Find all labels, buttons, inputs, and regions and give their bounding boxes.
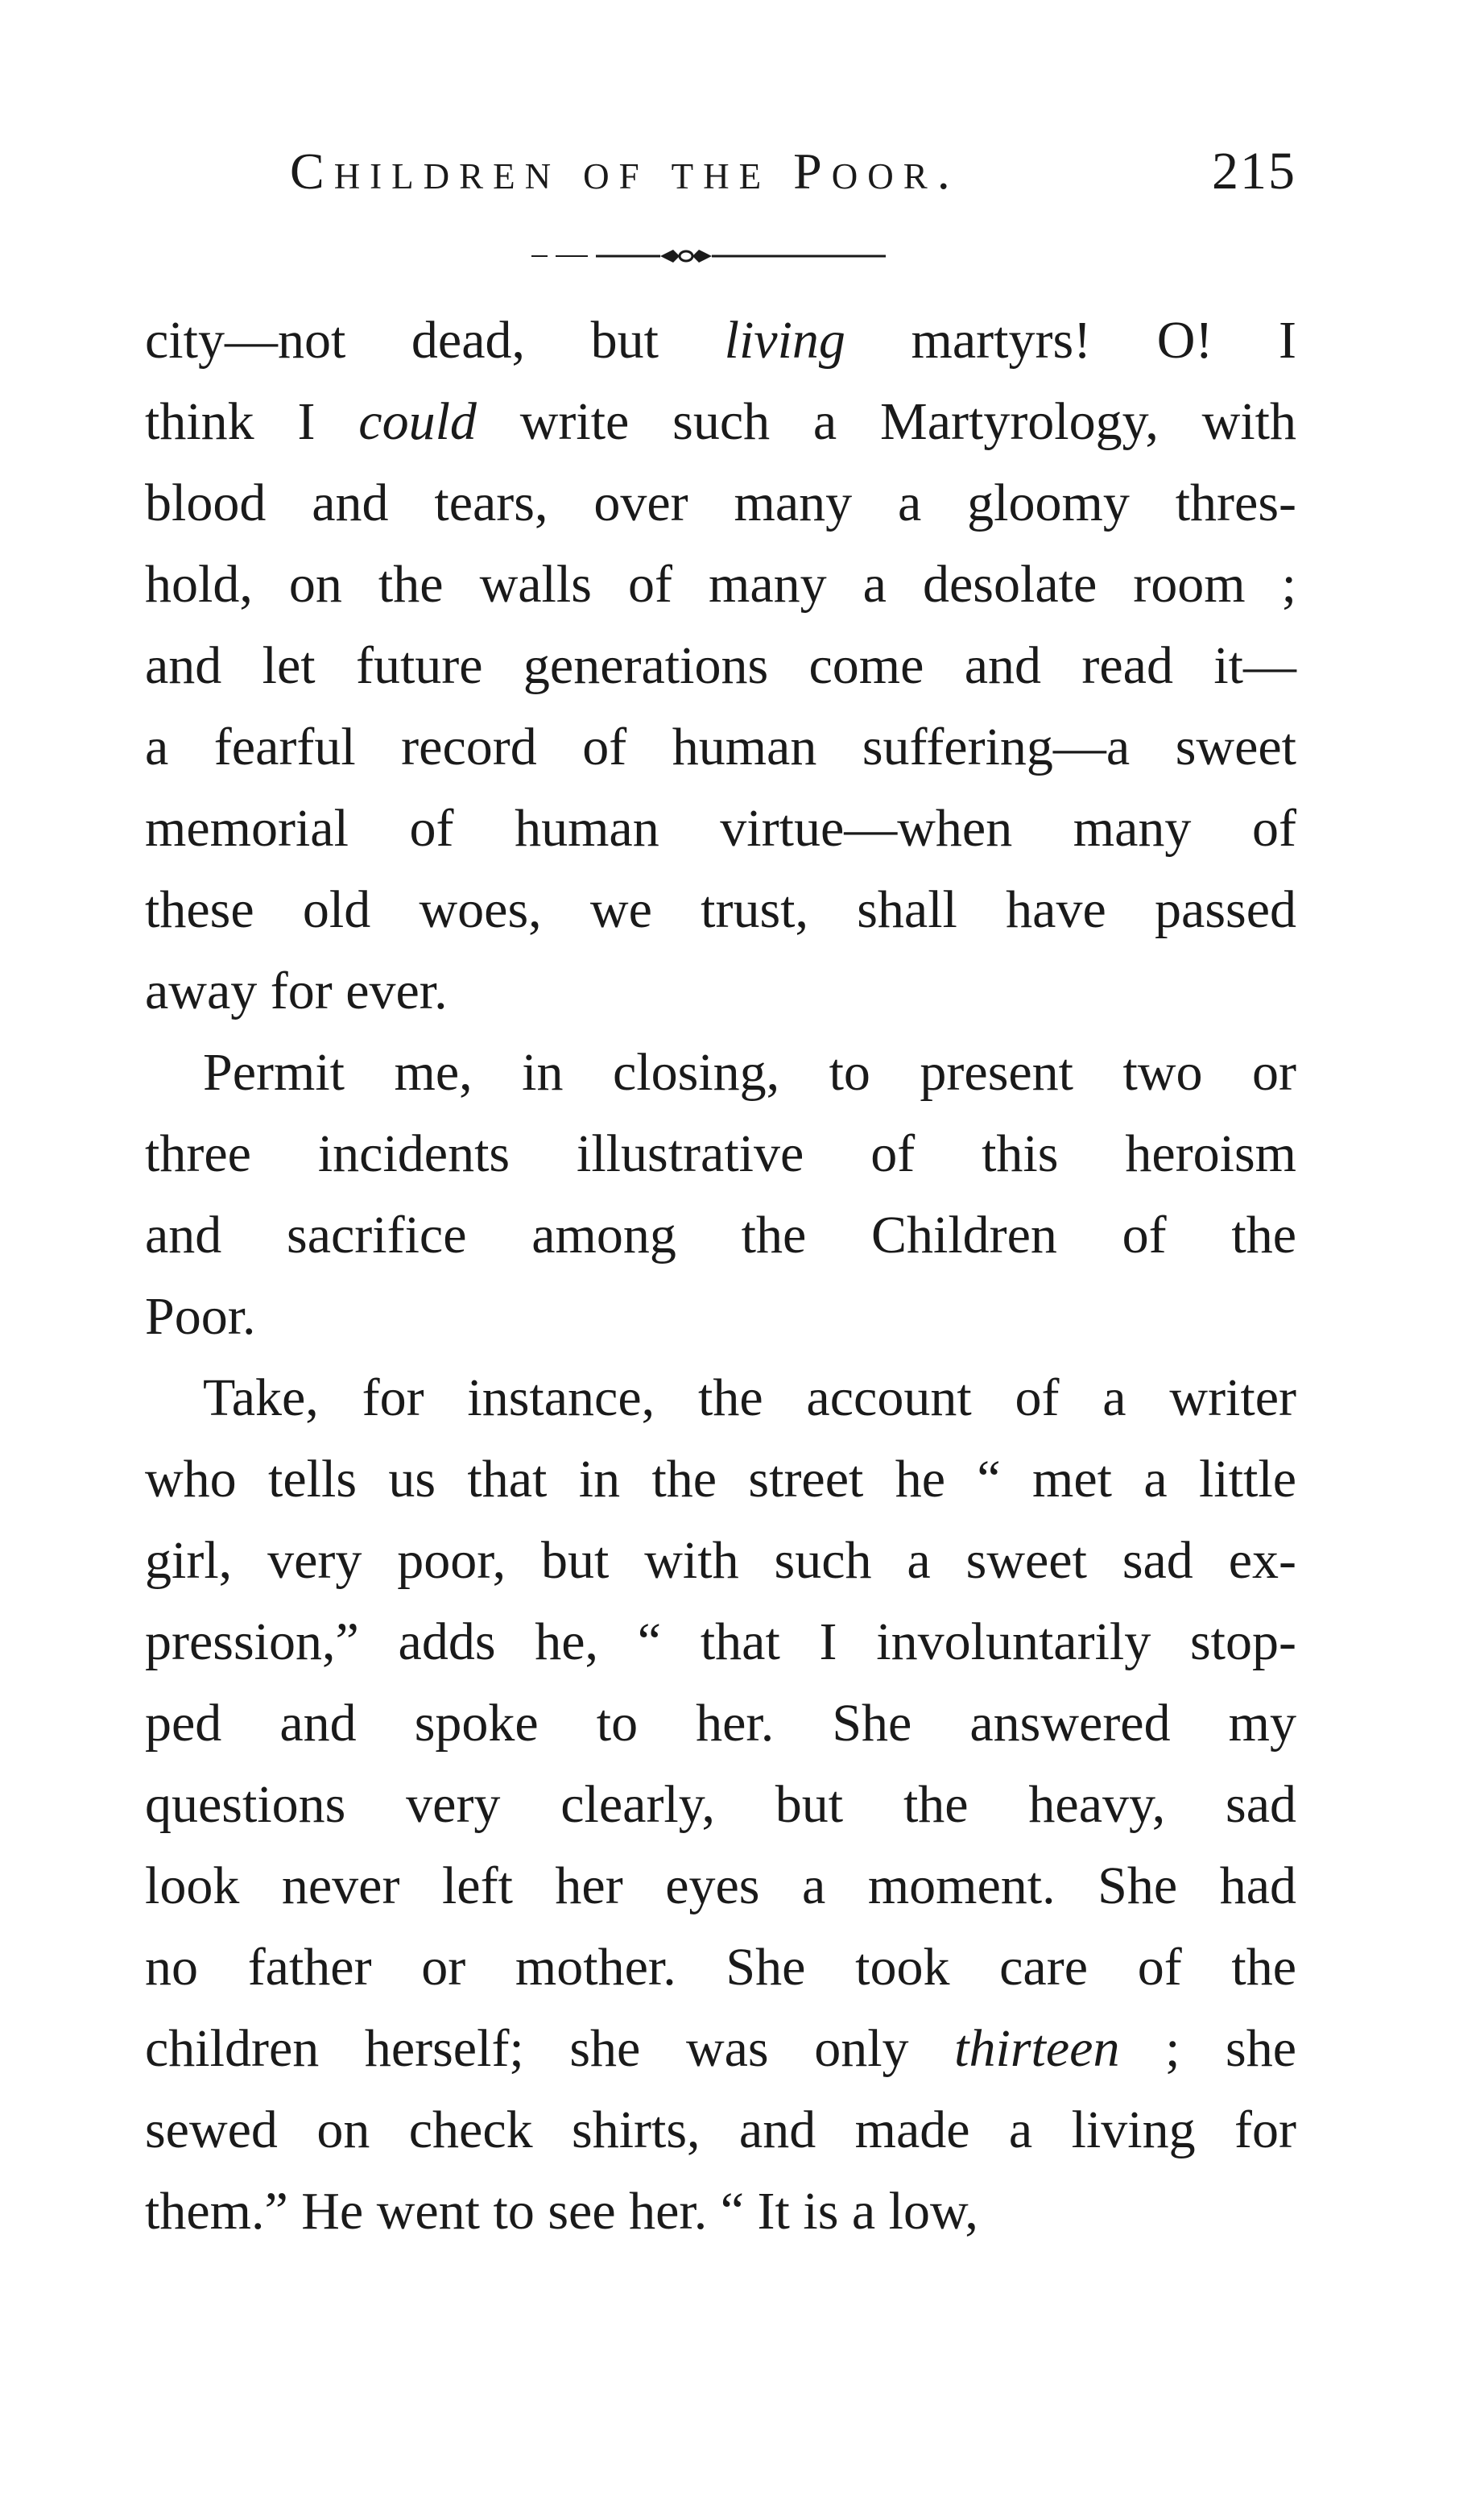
italic-emphasis: could xyxy=(358,392,477,451)
text-line xyxy=(145,462,1296,544)
text-run: sewed on check shirts, and made a living for xyxy=(145,2100,1296,2159)
text-run: away for ever. xyxy=(145,962,448,1020)
text-line xyxy=(145,1113,1296,1194)
text-line xyxy=(145,2008,1296,2089)
text-line xyxy=(145,1764,1296,1845)
text-run: memorial of human virtue—when many of xyxy=(145,799,1296,858)
text-line xyxy=(145,625,1296,706)
text-run: write such a Martyrology, with xyxy=(476,392,1297,451)
text-run: who tells us that in the street he “ met a little xyxy=(145,1450,1296,1509)
text-line xyxy=(145,1682,1296,1764)
text-run: Take, for instance, the account of a writer xyxy=(203,1368,1296,1427)
text-line xyxy=(145,1601,1296,1682)
text-run: hold, on the walls of many a desolate room ; xyxy=(145,555,1296,614)
text-line xyxy=(145,1845,1296,1927)
text-run: Permit me, in closing, to present two or xyxy=(203,1043,1296,1102)
text-run: martyrs! O! I xyxy=(845,311,1296,370)
text-run: no father or mother. She took care of the xyxy=(145,1938,1296,1997)
text-run: them.” He went to see her. “ It is a low, xyxy=(145,2182,978,2241)
text-run: city—not dead, but xyxy=(145,311,725,370)
paragraph xyxy=(145,1032,1296,1357)
text-line xyxy=(145,544,1296,625)
text-line xyxy=(145,869,1296,950)
text-line xyxy=(145,300,1296,381)
text-run: ; she xyxy=(1119,2019,1296,2078)
text-line xyxy=(145,1438,1296,1520)
paragraph xyxy=(145,1357,1296,2252)
running-header xyxy=(290,135,1296,208)
text-run: pression,” adds he, “ that I involuntarily stop- xyxy=(145,1612,1296,1671)
text-run: a fearful record of human suffering—a sweet xyxy=(145,718,1296,776)
text-run: and let future generations come and read it— xyxy=(145,636,1296,695)
italic-emphasis: living xyxy=(724,311,845,370)
text-line xyxy=(145,2089,1296,2171)
running-title: Children of the Poor. xyxy=(290,143,960,200)
ornament-rule xyxy=(531,246,886,266)
text-line xyxy=(145,706,1296,788)
text-line xyxy=(145,788,1296,869)
text-run: and sacrifice among the Children of the xyxy=(145,1206,1296,1264)
page-number: 215 xyxy=(1212,142,1296,201)
paragraph xyxy=(145,300,1296,1032)
italic-emphasis: thirteen xyxy=(954,2019,1120,2078)
text-run: these old woes, we trust, shall have passed xyxy=(145,880,1296,939)
text-run: Poor. xyxy=(145,1287,256,1346)
text-line xyxy=(145,1357,1296,1438)
text-run: girl, very poor, but with such a sweet sad ex- xyxy=(145,1531,1296,1590)
text-line xyxy=(145,381,1296,462)
body-text xyxy=(145,300,1296,2252)
text-run: ped and spoke to her. She answered my xyxy=(145,1694,1296,1753)
text-line xyxy=(145,950,1296,1032)
text-line xyxy=(145,1276,1296,1357)
text-line xyxy=(145,1194,1296,1276)
text-run: three incidents illustrative of this heroism xyxy=(145,1124,1296,1183)
text-run: blood and tears, over many a gloomy thres- xyxy=(145,474,1296,532)
text-line xyxy=(145,1520,1296,1601)
text-line xyxy=(145,1927,1296,2008)
text-run: questions very clearly, but the heavy, sad xyxy=(145,1775,1296,1834)
text-run: children herself; she was only xyxy=(145,2019,955,2078)
text-line xyxy=(145,1032,1296,1113)
text-run: think I xyxy=(145,392,359,451)
text-run: look never left her eyes a moment. She had xyxy=(145,1856,1296,1915)
text-line xyxy=(145,2171,1296,2252)
